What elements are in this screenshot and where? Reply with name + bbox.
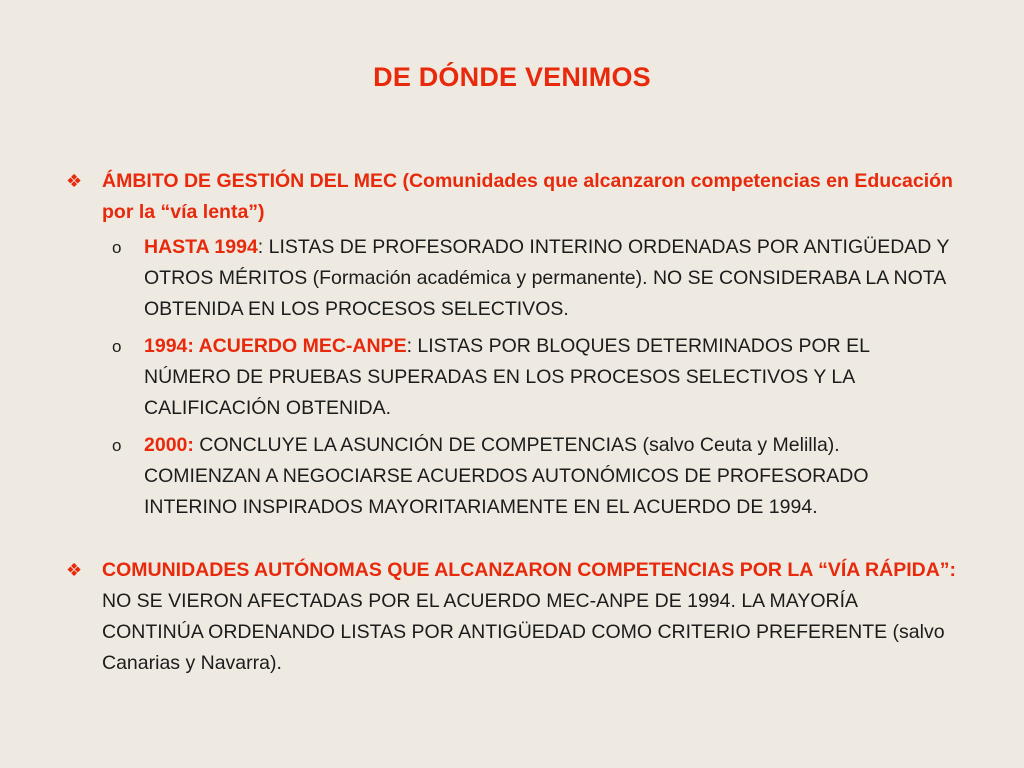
sub-bullet-list [112, 232, 966, 523]
sub-bullet-item-1994-agreement [112, 331, 966, 424]
circle-bullet-icon: o [112, 238, 122, 257]
sub-bullet-heading: 2000: [144, 434, 194, 456]
slide-title: DE DÓNDE VENIMOS [373, 62, 651, 92]
sub-bullet-text: CONCLUYE LA ASUNCIÓN DE COMPETENCIAS (salvo Ceuta y Melilla). COMIENZAN A NEGOCIARSE ACUERDOS AUTONÓMICOS DE PROFESORADO INTERINO INSPIRADOS MAYORITARIAMENTE EN EL ACUERDO DE 1994. [144, 434, 869, 518]
sub-bullet-heading: HASTA 1994 [144, 236, 258, 258]
spacer [66, 529, 966, 555]
sub-bullet-text: : LISTAS DE PROFESORADO INTERINO ORDENADAS POR ANTIGÜEDAD Y OTROS MÉRITOS (Formación académica y permanente). NO SE CONSIDERABA LA NOTA OBTENIDA EN LOS PROCESOS SELECTIVOS. [144, 236, 950, 320]
circle-bullet-icon: o [112, 337, 122, 356]
sub-bullet-item-1994-before [112, 232, 966, 325]
sub-bullet-text: : LISTAS POR BLOQUES DETERMINADOS POR EL NÚMERO DE PRUEBAS SUPERADAS EN LOS PROCESOS SELECTIVOS Y LA CALIFICACIÓN OBTENIDA. [144, 335, 870, 419]
bullet-item-fast-track [66, 555, 966, 679]
sub-bullet-item-2000 [112, 430, 966, 523]
diamond-bullet-icon: ❖ [66, 560, 83, 580]
bullet-item-mec-scope [66, 166, 966, 228]
sub-bullet-heading: 1994: ACUERDO MEC-ANPE [144, 335, 407, 357]
diamond-bullet-icon: ❖ [66, 171, 83, 191]
circle-bullet-icon: o [112, 436, 122, 455]
slide-content [66, 166, 966, 679]
bullet-item-heading: ÁMBITO DE GESTIÓN DEL MEC (Comunidades que alcanzaron competencias en Educación por la “vía lenta”) [102, 170, 953, 223]
bullet-item-heading: COMUNIDADES AUTÓNOMAS QUE ALCANZARON COMPETENCIAS POR LA “VÍA RÁPIDA”: [102, 559, 957, 581]
bullet-item-text: NO SE VIERON AFECTADAS POR EL ACUERDO MEC-ANPE DE 1994. LA MAYORÍA CONTINÚA ORDENANDO LISTAS POR ANTIGÜEDAD COMO CRITERIO PREFERENTE (salvo Canarias y Navarra). [102, 590, 945, 674]
